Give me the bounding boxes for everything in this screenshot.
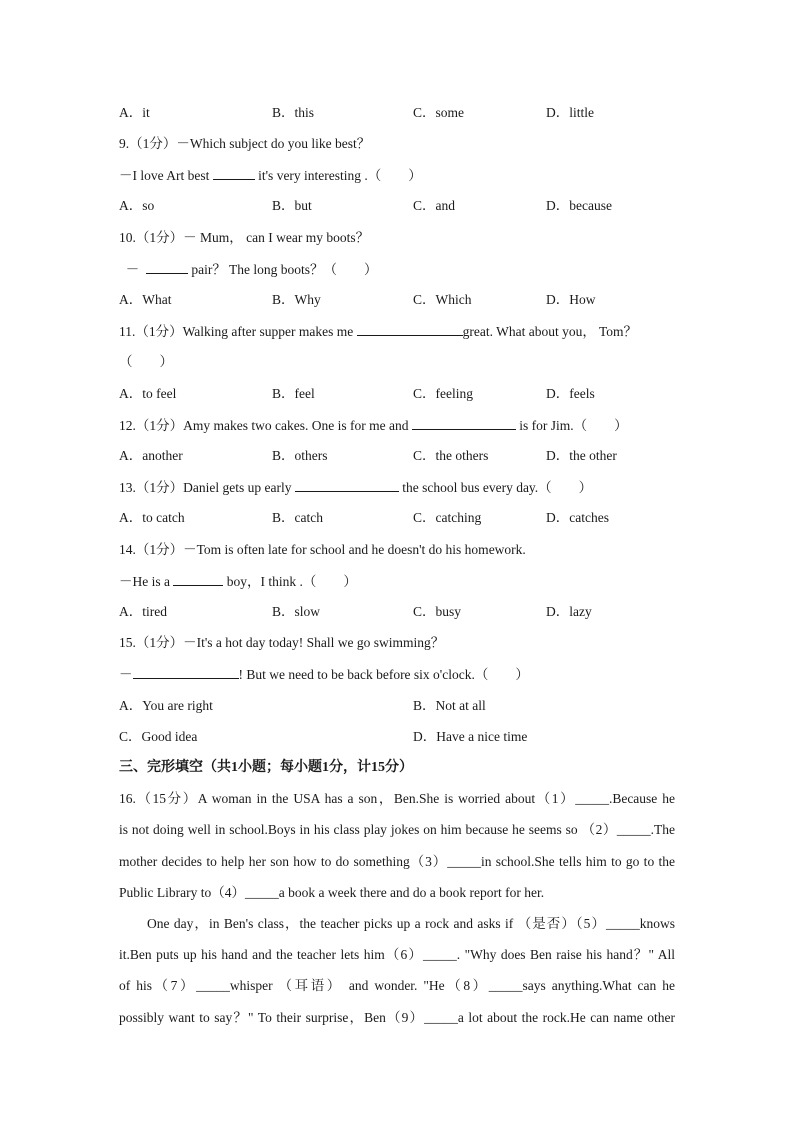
q13-stem-end: the school bus every day.（ ）: [398, 480, 593, 495]
q11-option-c[interactable]: C．feeling: [413, 386, 473, 401]
q12-option-c[interactable]: C．the others: [413, 448, 489, 463]
q9-stem: 9.（1分）－Which subject do you like best？: [119, 136, 371, 151]
q12-stem-start: 12.（1分）Amy makes two cakes. One is for me and: [119, 418, 412, 433]
q8-option-c[interactable]: C．some: [413, 105, 465, 120]
q14-blank[interactable]: [173, 572, 223, 586]
q16-passage-line-6: it.Ben puts up his hand and the teacher lets him（6）_____. "Why does Ben raise his hand？" All: [119, 947, 675, 962]
q10-option-a[interactable]: A．What: [119, 292, 172, 307]
q11-option-d[interactable]: D．feels: [546, 386, 595, 401]
q9-line2: [119, 166, 422, 185]
q16-passage-line-1: 16.（15分）A woman in the USA has a son，Ben.She is worried about（1）_____.Because he: [119, 791, 675, 806]
q13-option-c[interactable]: C．catching: [413, 510, 482, 525]
q9-option-c[interactable]: C．and: [413, 198, 455, 213]
q10-option-b[interactable]: B．Why: [272, 292, 321, 307]
q12-stem-end: is for Jim.（ ）: [515, 418, 628, 433]
q16-passage-line-3: mother decides to help her son how to do something（3）_____in school.She tells him to go to the: [119, 854, 675, 869]
q12-option-b[interactable]: B．others: [272, 448, 328, 463]
q14-stem: 14.（1分）－Tom is often late for school and he doesn't do his homework.: [119, 542, 526, 557]
q15-option-a[interactable]: A．You are right: [119, 698, 213, 713]
q9-line2-start: －I love Art best: [119, 168, 213, 183]
q10-blank[interactable]: [146, 260, 188, 274]
q15-line2-start: －: [119, 667, 133, 682]
q10-option-d[interactable]: D．How: [546, 292, 596, 307]
q16-passage-line-5: One day，in Ben's class，the teacher picks up a rock and asks if （是否）（5）_____knows: [147, 916, 675, 931]
q14-option-d[interactable]: D．lazy: [546, 604, 592, 619]
q11-stem-start: 11.（1分）Walking after supper makes me: [119, 324, 357, 339]
q10-line2: [119, 260, 378, 279]
q14-line2-end: boy，I think .（ ）: [223, 574, 357, 589]
q16-passage-line-2: is not doing well in school.Boys in his class play jokes on him because he seems so （2）_____.The: [119, 822, 675, 837]
q12-blank[interactable]: [412, 416, 516, 430]
q13-stem-start: 13.（1分）Daniel gets up early: [119, 480, 295, 495]
q12-option-a[interactable]: A．another: [119, 448, 183, 463]
q14-line2: [119, 572, 357, 591]
q10-option-c[interactable]: C．Which: [413, 292, 472, 307]
q11-blank[interactable]: [357, 322, 463, 336]
q15-line2: [119, 665, 529, 684]
q15-option-b[interactable]: B．Not at all: [413, 698, 486, 713]
q14-line2-start: －He is a: [119, 574, 174, 589]
q9-option-d[interactable]: D．because: [546, 198, 612, 213]
q12-stem: [119, 416, 628, 435]
q16-passage-line-7: of his（7）_____whisper （耳语） and wonder. "He（8）_____says anything.What can he: [119, 978, 675, 993]
q15-option-c[interactable]: C．Good idea: [119, 729, 198, 744]
q8-option-d[interactable]: D．little: [546, 105, 594, 120]
q15-option-d[interactable]: D．Have a nice time: [413, 729, 528, 744]
q15-line2-end: ! But we need to be back before six o'clock.（ ）: [238, 667, 529, 682]
q10-line2-end: pair？ The long boots？（ ）: [188, 262, 378, 277]
q16-passage-line-4: Public Library to（4）_____a book a week there and do a book report for her.: [119, 885, 545, 900]
q12-option-d[interactable]: D．the other: [546, 448, 617, 463]
q9-blank[interactable]: [213, 166, 255, 180]
q8-option-a[interactable]: A．it: [119, 105, 150, 120]
q11-option-b[interactable]: B．feel: [272, 386, 315, 401]
section-heading-cloze: 三、完形填空（共1小题；每小题1分，计15分）: [119, 760, 413, 775]
q10-line2-start: －: [119, 262, 146, 277]
q14-option-c[interactable]: C．busy: [413, 604, 462, 619]
q11-stem: [119, 322, 637, 341]
q15-stem: 15.（1分）－It's a hot day today! Shall we go swimming？: [119, 635, 445, 650]
q13-option-a[interactable]: A．to catch: [119, 510, 185, 525]
q9-option-a[interactable]: A．so: [119, 198, 155, 213]
q9-line2-end: it's very interesting .（ ）: [254, 168, 422, 183]
q11-option-a[interactable]: A．to feel: [119, 386, 177, 401]
q11-answer-paren: （ ）: [119, 354, 173, 369]
q14-option-a[interactable]: A．tired: [119, 604, 167, 619]
q16-passage-line-8: possibly want to say？" To their surprise，Ben（9）_____a lot about the rock.He can name other: [119, 1010, 675, 1025]
q13-stem: [119, 478, 592, 497]
q9-option-b[interactable]: B．but: [272, 198, 312, 213]
q13-blank[interactable]: [295, 478, 399, 492]
q13-option-b[interactable]: B．catch: [272, 510, 323, 525]
q13-option-d[interactable]: D．catches: [546, 510, 609, 525]
q14-option-b[interactable]: B．slow: [272, 604, 321, 619]
q10-stem: 10.（1分）－ Mum， can I wear my boots？: [119, 230, 370, 245]
q15-blank[interactable]: [133, 665, 239, 679]
q11-stem-end: great. What about you， Tom？: [462, 324, 638, 339]
q8-option-b[interactable]: B．this: [272, 105, 315, 120]
